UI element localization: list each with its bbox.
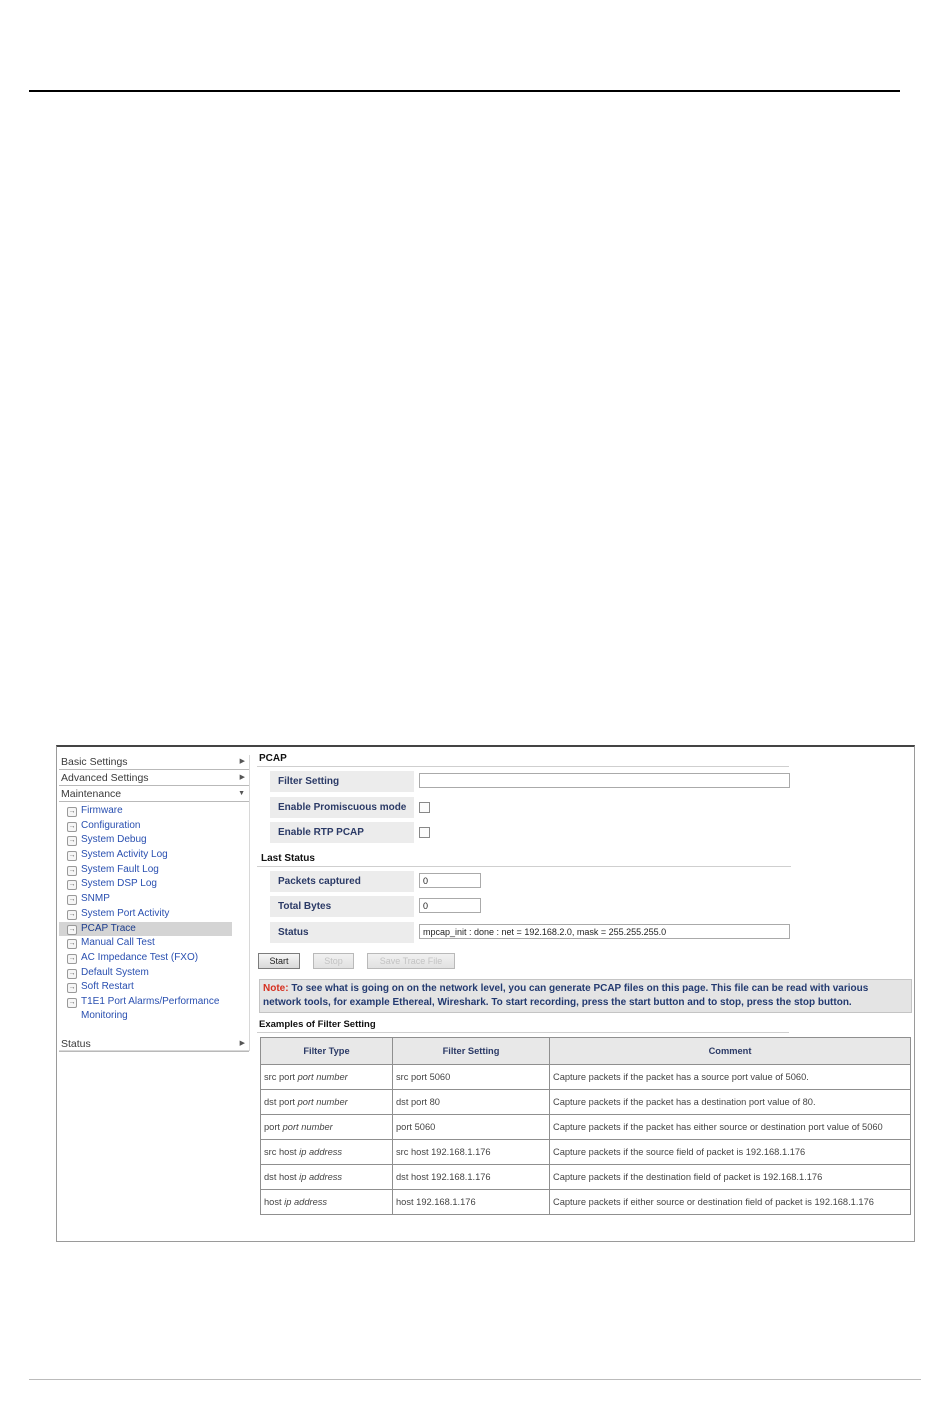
maintenance-menu xyxy=(59,804,249,1023)
sidebar-section-maintenance[interactable] xyxy=(59,787,249,802)
sidebar-item-t1e1-port-alarms[interactable] xyxy=(59,995,232,1023)
page-top-rule xyxy=(29,90,900,92)
filter-type-text: dst port xyxy=(264,1097,296,1107)
column-header: Filter Type xyxy=(261,1038,393,1065)
sidebar-item-label: Configuration xyxy=(81,819,141,831)
promiscuous-row xyxy=(257,795,910,821)
sidebar-item-label: PCAP Trace xyxy=(81,922,136,934)
examples-table xyxy=(260,1037,911,1215)
status-label: Status xyxy=(270,922,414,943)
column-header: Filter Setting xyxy=(393,1038,550,1065)
sidebar-item-pcap-trace[interactable] xyxy=(59,922,232,937)
filter-setting-row xyxy=(257,769,910,795)
arrow-link-icon: → xyxy=(68,837,76,845)
table-row xyxy=(261,1115,911,1140)
table-row xyxy=(261,1190,911,1215)
pcap-section-title: PCAP xyxy=(257,753,789,767)
arrow-link-icon: → xyxy=(68,852,76,860)
total-bytes-field[interactable]: 0 xyxy=(419,898,481,913)
last-status-title: Last Status xyxy=(257,853,791,867)
arrow-link-icon: → xyxy=(68,881,76,889)
chevron-down-icon: ▼ xyxy=(238,790,245,797)
sidebar-item-label: T1E1 Port Alarms/Performance Monitoring xyxy=(81,995,220,1021)
action-buttons xyxy=(257,951,910,973)
bytes-row xyxy=(257,894,910,920)
rtp-pcap-checkbox[interactable] xyxy=(419,827,430,838)
sidebar-section-label: Maintenance xyxy=(61,788,122,800)
total-bytes-label: Total Bytes xyxy=(270,896,414,917)
note-prefix: Note: xyxy=(263,983,289,994)
page-bottom-rule xyxy=(29,1379,921,1380)
sidebar-item-system-activity-log[interactable] xyxy=(59,848,232,863)
sidebar-nav xyxy=(59,755,250,1051)
packets-captured-field[interactable]: 0 xyxy=(419,873,481,888)
sidebar-item-system-port-activity[interactable] xyxy=(59,907,232,922)
status-field[interactable]: mpcap_init : done : net = 192.168.2.0, mask = 255.255.255.0 xyxy=(419,924,790,939)
column-header: Comment xyxy=(550,1038,911,1065)
main-content xyxy=(257,753,910,1215)
start-button[interactable]: Start xyxy=(258,953,300,969)
sidebar-item-soft-restart[interactable] xyxy=(59,980,232,995)
note-text: To see what is going on on the network level, you can generate PCAP files on this page. This file can be read with various network tools, for example Ethereal, Wireshark. To start recording, press the start button and to stop, press the stop button. xyxy=(263,983,869,1008)
sidebar-item-system-debug[interactable] xyxy=(59,833,232,848)
arrow-link-icon: → xyxy=(68,896,76,904)
filter-type-cell xyxy=(261,1090,393,1115)
sidebar-item-label: SNMP xyxy=(81,893,110,905)
filter-type-cell xyxy=(261,1190,393,1215)
sidebar-item-label: Manual Call Test xyxy=(81,937,155,949)
sidebar-item-label: System DSP Log xyxy=(81,878,157,890)
comment-cell: Capture packets if either source or destination field of packet is 192.168.1.176 xyxy=(550,1190,911,1215)
arrow-link-icon: → xyxy=(68,910,76,918)
filter-type-text: dst host xyxy=(264,1172,297,1182)
filter-type-cell xyxy=(261,1165,393,1190)
sidebar-item-snmp[interactable] xyxy=(59,892,232,907)
filter-setting-cell: src port 5060 xyxy=(393,1065,550,1090)
comment-cell: Capture packets if the packet has a source port value of 5060. xyxy=(550,1065,911,1090)
stop-button[interactable]: Stop xyxy=(313,953,354,969)
filter-type-cell xyxy=(261,1065,393,1090)
promiscuous-label: Enable Promiscuous mode xyxy=(270,797,414,818)
filter-setting-cell: dst port 80 xyxy=(393,1090,550,1115)
arrow-link-icon: → xyxy=(68,808,76,815)
filter-type-text: src host xyxy=(264,1147,297,1157)
filter-type-param: port number xyxy=(297,1097,348,1107)
chevron-right-icon: ▶ xyxy=(239,1039,245,1047)
packets-row xyxy=(257,869,910,895)
sidebar-item-label: System Port Activity xyxy=(81,907,170,919)
arrow-link-icon: → xyxy=(68,940,76,948)
filter-setting-cell: host 192.168.1.176 xyxy=(393,1190,550,1215)
sidebar-section-basic-settings[interactable] xyxy=(59,755,249,770)
comment-cell: Capture packets if the packet has either source or destination port value of 5060 xyxy=(550,1115,911,1140)
sidebar-item-label: Default System xyxy=(81,966,149,978)
filter-type-text: port xyxy=(264,1122,281,1132)
packets-captured-label: Packets captured xyxy=(270,871,414,892)
arrow-link-icon: → xyxy=(68,822,76,830)
sidebar-section-status[interactable] xyxy=(59,1037,249,1052)
arrow-link-icon: → xyxy=(68,866,76,874)
filter-setting-cell: dst host 192.168.1.176 xyxy=(393,1165,550,1190)
comment-cell: Capture packets if the source field of packet is 192.168.1.176 xyxy=(550,1140,911,1165)
save-trace-file-button[interactable]: Save Trace File xyxy=(367,953,455,969)
rtp-pcap-row xyxy=(257,820,910,846)
sidebar-section-advanced-settings[interactable] xyxy=(59,771,249,786)
filter-type-param: port number xyxy=(282,1122,333,1132)
filter-type-param: ip address xyxy=(299,1172,343,1182)
sidebar-item-system-fault-log[interactable] xyxy=(59,863,232,878)
arrow-link-icon: → xyxy=(68,998,76,1006)
filter-type-cell xyxy=(261,1115,393,1140)
sidebar-item-label: System Fault Log xyxy=(81,863,159,875)
sidebar-section-label: Status xyxy=(61,1037,91,1050)
filter-setting-cell: port 5060 xyxy=(393,1115,550,1140)
sidebar-item-label: Soft Restart xyxy=(81,981,134,993)
filter-setting-cell: src host 192.168.1.176 xyxy=(393,1140,550,1165)
sidebar-section-label: Advanced Settings xyxy=(61,772,149,784)
status-row xyxy=(257,920,910,946)
comment-cell: Capture packets if the packet has a destination port value of 80. xyxy=(550,1090,911,1115)
arrow-link-icon: → xyxy=(68,954,76,962)
note-box xyxy=(259,979,912,1013)
sidebar-item-label: System Debug xyxy=(81,834,147,846)
chevron-right-icon: ▶ xyxy=(239,774,245,781)
arrow-link-icon: → xyxy=(68,984,76,992)
arrow-link-icon: → xyxy=(68,969,76,977)
promiscuous-checkbox[interactable] xyxy=(419,802,430,813)
filter-type-text: host xyxy=(264,1197,282,1207)
filter-type-param: ip address xyxy=(284,1197,328,1207)
arrow-link-icon: → xyxy=(68,925,76,933)
filter-type-cell xyxy=(261,1140,393,1165)
sidebar-item-label: System Activity Log xyxy=(81,849,168,861)
sidebar-item-label: Firmware xyxy=(81,805,123,816)
table-header-row xyxy=(261,1038,911,1065)
sidebar-item-configuration[interactable] xyxy=(59,819,232,834)
table-row xyxy=(261,1065,911,1090)
comment-cell: Capture packets if the destination field of packet is 192.168.1.176 xyxy=(550,1165,911,1190)
filter-setting-input[interactable] xyxy=(419,773,790,788)
table-row xyxy=(261,1165,911,1190)
sidebar-item-label: AC Impedance Test (FXO) xyxy=(81,951,199,963)
sidebar-item-ac-impedance-test[interactable] xyxy=(59,951,232,966)
pcap-trace-screenshot xyxy=(56,745,915,1242)
sidebar-item-default-system[interactable] xyxy=(59,966,232,981)
filter-type-param: ip address xyxy=(299,1147,343,1157)
examples-title: Examples of Filter Setting xyxy=(257,1019,789,1033)
filter-type-text: src port xyxy=(264,1072,295,1082)
sidebar-item-manual-call-test[interactable] xyxy=(59,936,232,951)
table-row xyxy=(261,1090,911,1115)
table-row xyxy=(261,1140,911,1165)
filter-type-param: port number xyxy=(297,1072,348,1082)
rtp-pcap-label: Enable RTP PCAP xyxy=(270,822,414,843)
filter-setting-label: Filter Setting xyxy=(270,771,414,792)
sidebar-item-firmware[interactable] xyxy=(59,804,232,819)
sidebar-item-system-dsp-log[interactable] xyxy=(59,877,232,892)
sidebar-section-label: Basic Settings xyxy=(61,756,128,768)
chevron-right-icon: ▶ xyxy=(239,758,245,765)
